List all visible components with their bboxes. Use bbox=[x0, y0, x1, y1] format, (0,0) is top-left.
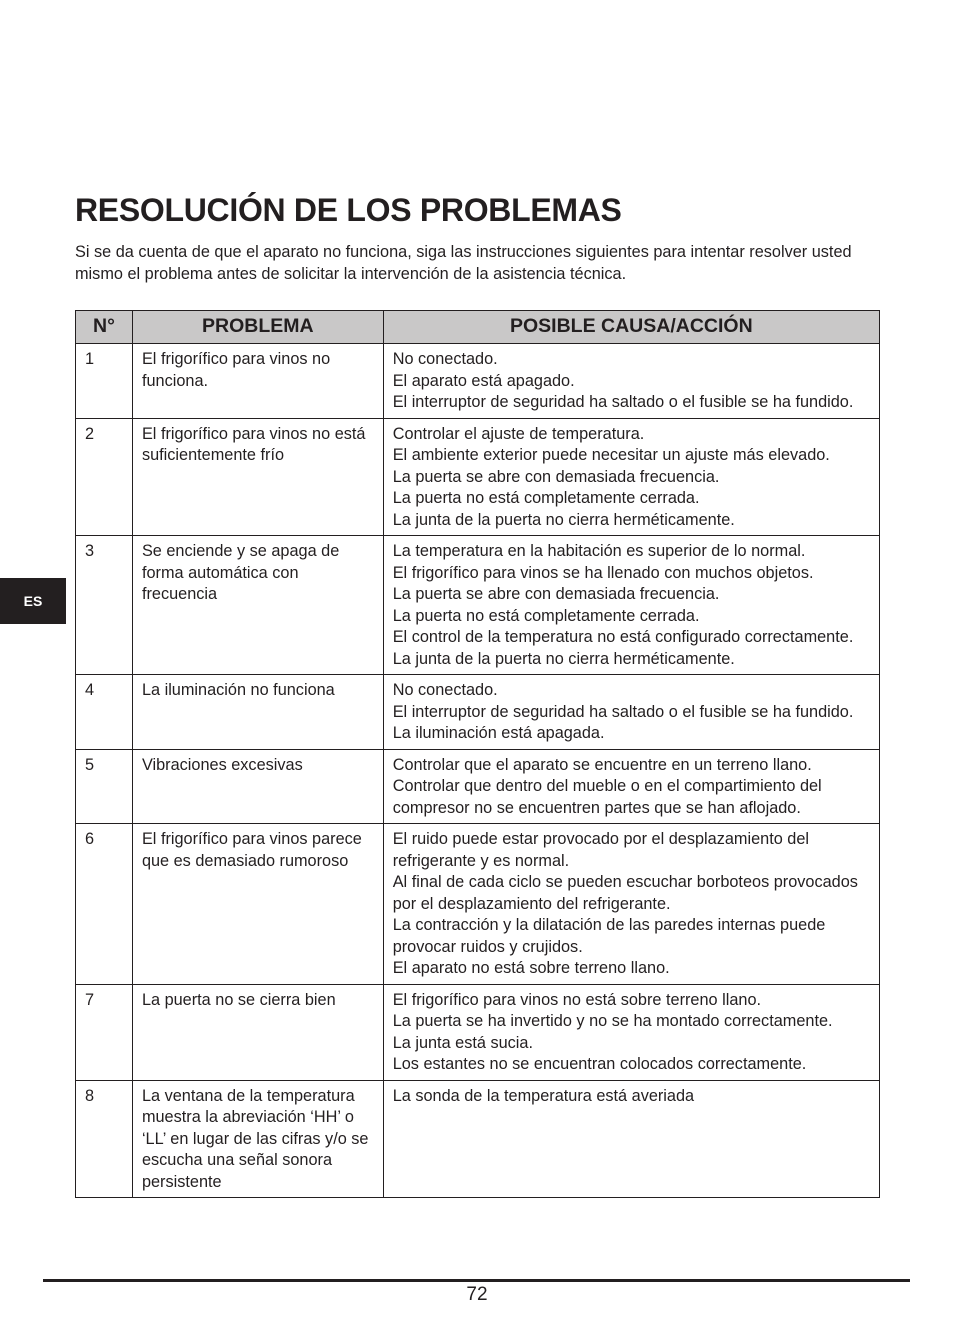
row-number: 2 bbox=[76, 418, 133, 536]
header-cause-action: POSIBLE CAUSA/ACCIÓN bbox=[383, 311, 879, 344]
table-row bbox=[76, 418, 880, 536]
cause-line: La junta está sucia. bbox=[392, 1033, 533, 1052]
cause-line: El frigorífico para vinos no está sobre terreno llano. bbox=[392, 990, 762, 1009]
cause-line: El ruido puede estar provocado por el desplazamiento del refrigerante y es normal. bbox=[392, 830, 810, 870]
cause-line: La junta de la puerta no cierra herméticamente. bbox=[392, 510, 735, 529]
cause-line: La puerta se ha invertido y no se ha montado correctamente. bbox=[392, 1012, 833, 1030]
cause-line: El aparato no está sobre terreno llano. bbox=[392, 959, 670, 977]
row-problem: Se enciende y se apaga de forma automática con frecuencia bbox=[132, 536, 383, 675]
cause-line: El aparato está apagado. bbox=[392, 371, 575, 390]
cause-line: La contracción y la dilatación de las paredes internas puede provocar ruidos y crujidos. bbox=[392, 916, 826, 956]
cause-line: No conectado. bbox=[392, 681, 498, 699]
row-number: 1 bbox=[76, 344, 133, 419]
table-row bbox=[76, 824, 880, 985]
row-causes bbox=[383, 749, 879, 824]
row-causes bbox=[383, 824, 879, 985]
cause-line: La puerta no está completamente cerrada. bbox=[392, 606, 700, 625]
header-number: N° bbox=[76, 311, 133, 344]
cause-line: No conectado. bbox=[392, 350, 498, 368]
cause-line: La puerta se abre con demasiada frecuencia. bbox=[392, 467, 720, 486]
cause-line: El frigorífico para vinos se ha llenado con muchos objetos. bbox=[392, 563, 814, 582]
cause-line: La temperatura en la habitación es superior de lo normal. bbox=[392, 542, 806, 560]
row-causes bbox=[383, 418, 879, 536]
table-row bbox=[76, 344, 880, 419]
cause-line: El control de la temperatura no está configurado correctamente. bbox=[392, 628, 854, 646]
footer-rule bbox=[43, 1279, 910, 1282]
row-problem: El frigorífico para vinos no funciona. bbox=[132, 344, 383, 419]
row-problem: El frigorífico para vinos parece que es demasiado rumoroso bbox=[132, 824, 383, 985]
cause-line: El interruptor de seguridad ha saltado o el fusible se ha fundido. bbox=[392, 393, 854, 411]
cause-line: La sonda de la temperatura está averiada bbox=[392, 1086, 695, 1105]
table-row bbox=[76, 675, 880, 750]
cause-line: Al final de cada ciclo se pueden escuchar borboteos provocados por el desplazamiento del refrigerante. bbox=[392, 873, 858, 913]
cause-line: La puerta se abre con demasiada frecuencia. bbox=[392, 585, 720, 603]
troubleshooting-table bbox=[75, 310, 880, 1198]
row-causes bbox=[383, 675, 879, 750]
row-problem: El frigorífico para vinos no está suficientemente frío bbox=[132, 418, 383, 536]
cause-line: Los estantes no se encuentran colocados correctamente. bbox=[392, 1055, 807, 1073]
table-row bbox=[76, 536, 880, 675]
row-problem: Vibraciones excesivas bbox=[132, 749, 383, 824]
cause-line: El ambiente exterior puede necesitar un ajuste más elevado. bbox=[392, 446, 830, 464]
row-number: 6 bbox=[76, 824, 133, 985]
cause-line: Controlar que el aparato se encuentre en un terreno llano. bbox=[392, 755, 812, 774]
table-row bbox=[76, 984, 880, 1080]
cause-line: Controlar el ajuste de temperatura. bbox=[392, 424, 645, 443]
row-number: 5 bbox=[76, 749, 133, 824]
row-number: 3 bbox=[76, 536, 133, 675]
language-tab: ES bbox=[0, 578, 66, 624]
page-title: RESOLUCIÓN DE LOS PROBLEMAS bbox=[75, 192, 622, 228]
page-number: 72 bbox=[466, 1284, 488, 1305]
row-causes bbox=[383, 1080, 879, 1198]
row-causes bbox=[383, 344, 879, 419]
cause-line: El interruptor de seguridad ha saltado o el fusible se ha fundido. bbox=[392, 702, 854, 721]
row-number: 8 bbox=[76, 1080, 133, 1198]
row-problem: La iluminación no funciona bbox=[132, 675, 383, 750]
row-number: 4 bbox=[76, 675, 133, 750]
row-causes bbox=[383, 984, 879, 1080]
header-problem: PROBLEMA bbox=[132, 311, 383, 344]
row-problem: La puerta no se cierra bien bbox=[132, 984, 383, 1080]
row-number: 7 bbox=[76, 984, 133, 1080]
table-header-row bbox=[76, 311, 880, 344]
intro-paragraph: Si se da cuenta de que el aparato no funciona, siga las instrucciones siguientes para intentar resolver usted mismo el problema antes de solicitar la intervención de la asistencia técnica. bbox=[75, 243, 852, 283]
table-row bbox=[76, 749, 880, 824]
row-causes bbox=[383, 536, 879, 675]
cause-line: La junta de la puerta no cierra herméticamente. bbox=[392, 649, 735, 668]
cause-line: La puerta no está completamente cerrada. bbox=[392, 489, 700, 507]
cause-line: Controlar que dentro del mueble o en el compartimiento del compresor no se encuentren partes que se han aflojado. bbox=[392, 777, 822, 817]
table-row bbox=[76, 1080, 880, 1198]
row-problem: La ventana de la temperatura muestra la abreviación ‘HH’ o ‘LL’ en lugar de las cifras y/o se escucha una señal sonora persistente bbox=[132, 1080, 383, 1198]
cause-line: La iluminación está apagada. bbox=[392, 724, 605, 742]
